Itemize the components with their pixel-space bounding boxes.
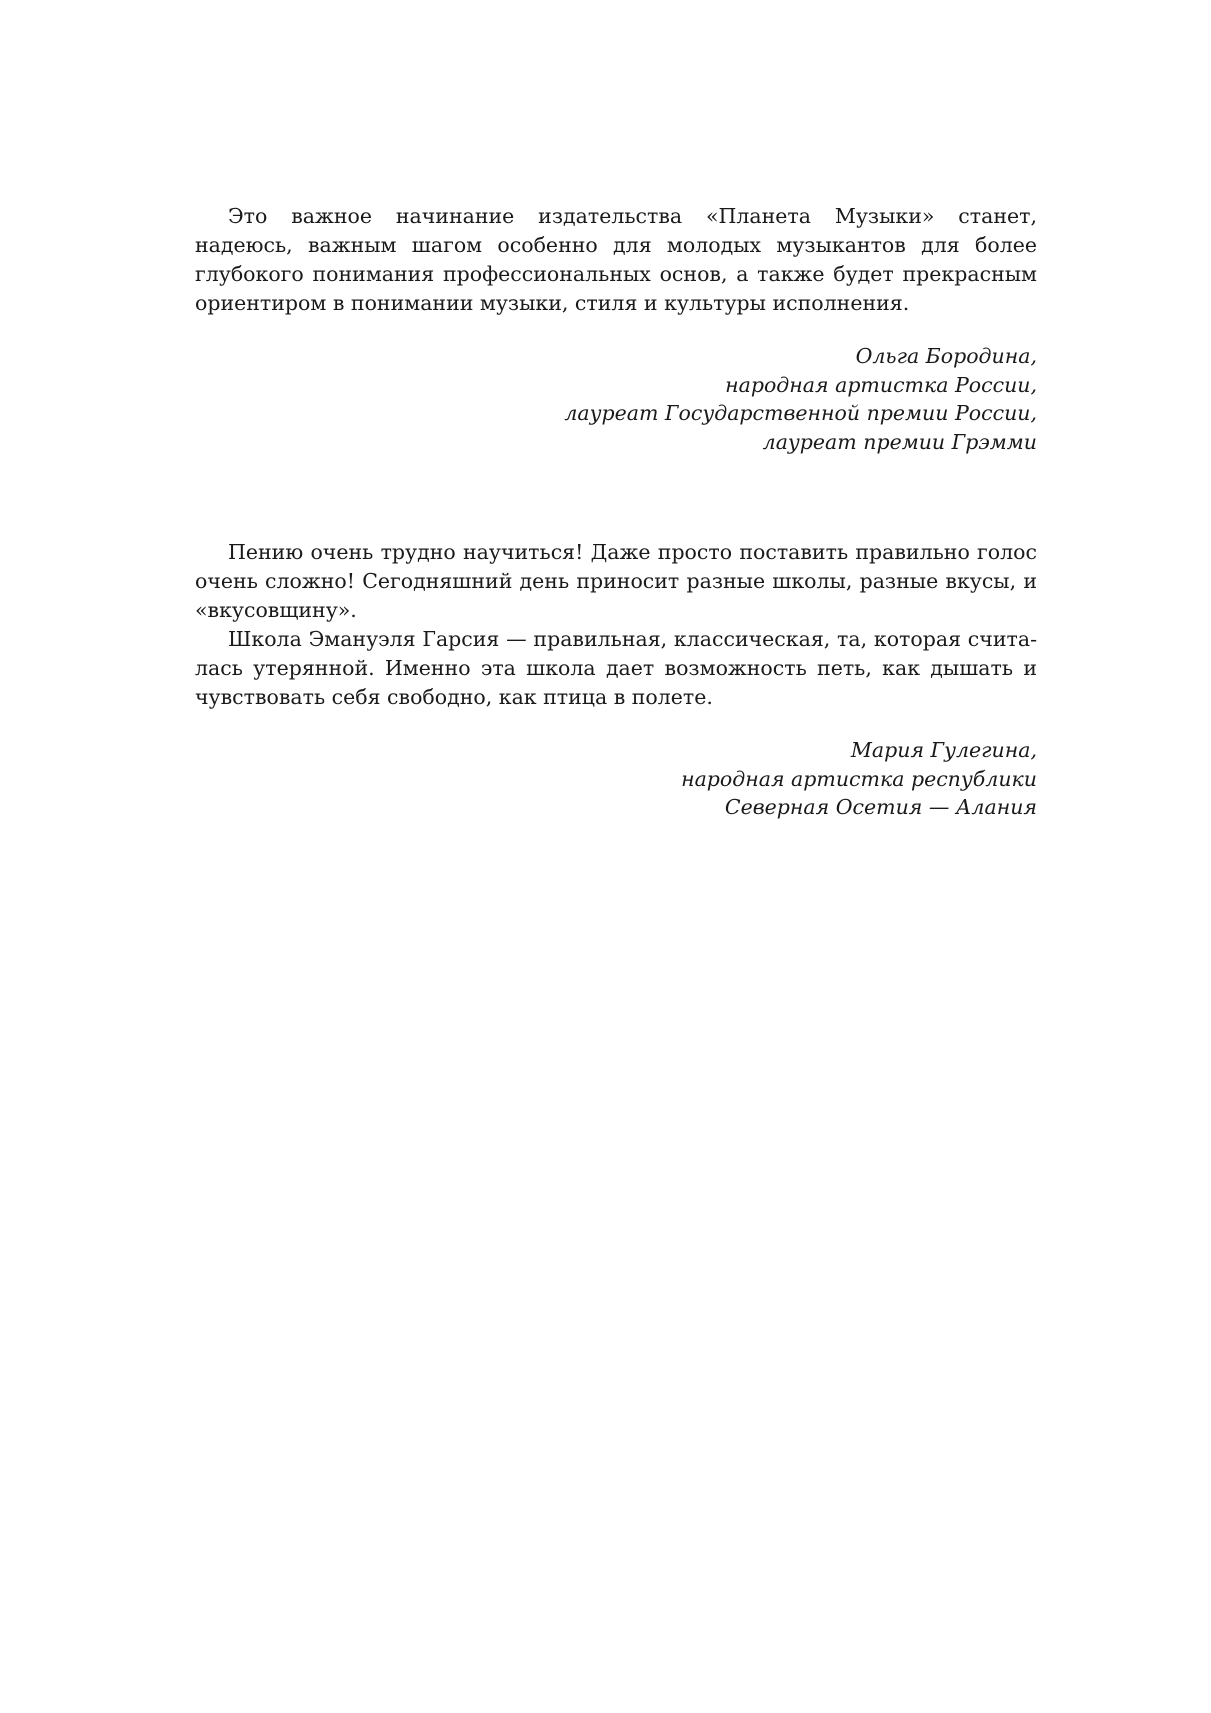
signature-title: народная артистка республики xyxy=(681,766,1037,791)
testimonial-paragraph: Это важное начинание издательства «Планета Музыки» станет, надеюсь, важным шагом особенно для молодых музыкантов для более глубокого понимания профессиональных основ, а также будет прекрасным ориентиром в понимании музыки, стиля и культуры исполнения. xyxy=(195,204,1037,315)
testimonial-gulegina xyxy=(195,538,1037,822)
signature-borodina xyxy=(195,342,1037,456)
testimonial-paragraph: Пению очень трудно научиться! Даже просто поставить правильно голос очень сложно! Сегодняшний день приносит разные школы, разные вкусы, и «вкусовщину». xyxy=(195,540,1037,622)
signature-award: лауреат Государственной премии России, xyxy=(564,401,1037,425)
signature-name: Мария Гулегина, xyxy=(850,738,1037,762)
signature-award: лауреат премии Грэмми xyxy=(762,429,1037,454)
signature-gulegina xyxy=(195,736,1037,822)
signature-region: Северная Осетия — Алания xyxy=(724,795,1037,819)
signature-name: Ольга Бородина, xyxy=(855,344,1037,368)
testimonial-paragraph: Школа Эмануэля Гарсия — правильная, классическая, та, которая считалась утерянной. Именно эта школа дает возможность петь, как дышать и чувствовать себя свободно, как птица в полете. xyxy=(195,627,1037,709)
signature-title: народная артистка России, xyxy=(725,372,1037,397)
testimonial-borodina xyxy=(195,202,1037,456)
